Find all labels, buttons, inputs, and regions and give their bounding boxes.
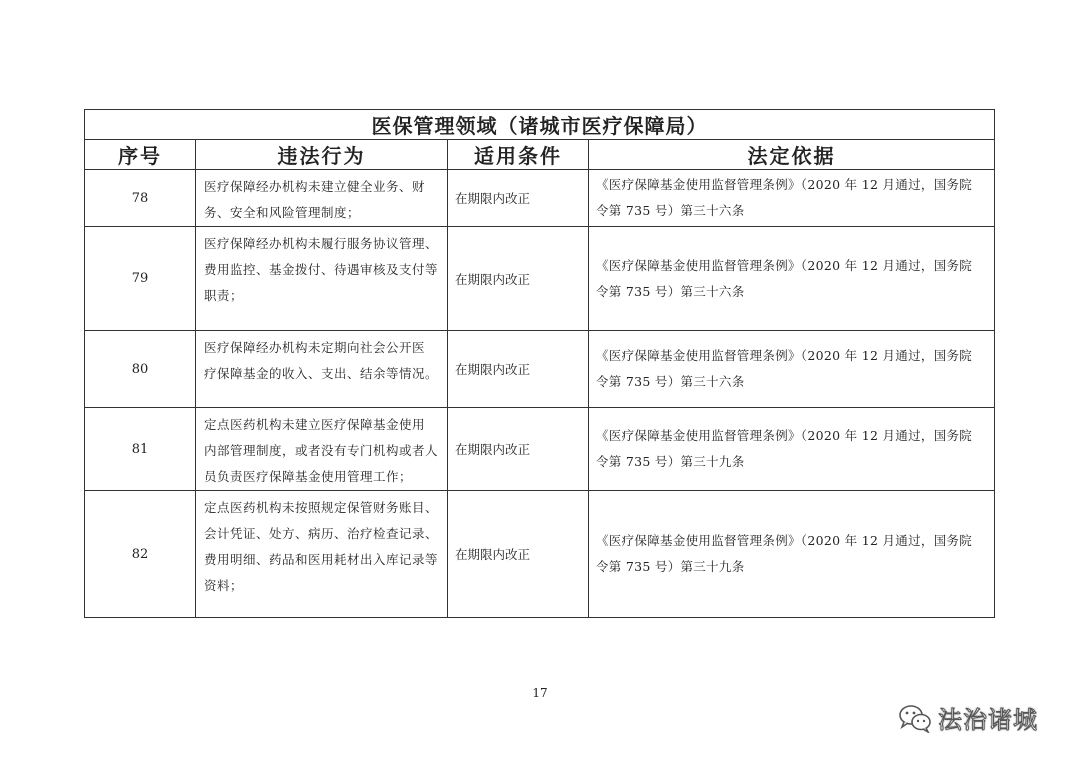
violation-line: 资料； [204, 578, 244, 593]
table-row [85, 227, 995, 331]
row-number: 80 [85, 331, 196, 408]
violation-line: 疗保障基金的收入、支出、结余等情况。 [204, 366, 439, 381]
violation-cell [196, 170, 448, 227]
basis-line: 《医疗保障基金使用监督管理条例》（2020 年 12 月通过，国务院 [596, 177, 973, 192]
row-number: 82 [85, 491, 196, 618]
header-violation: 违法行为 [196, 140, 448, 170]
row-number: 79 [85, 227, 196, 331]
violation-line: 费用监控、基金拨付、待遇审核及支付等 [204, 262, 439, 277]
violation-cell [196, 408, 448, 491]
violation-line: 员负责医疗保障基金使用管理工作； [204, 469, 413, 484]
basis-cell [589, 227, 995, 331]
violation-cell [196, 491, 448, 618]
violation-line: 职责； [204, 288, 244, 303]
violation-line: 医疗保障经办机构未建立健全业务、财 [204, 179, 426, 194]
basis-line: 令第 735 号）第三十六条 [596, 203, 745, 218]
violation-cell [196, 331, 448, 408]
violation-line: 费用明细、药品和医用耗材出入库记录等 [204, 552, 439, 567]
basis-line: 《医疗保障基金使用监督管理条例》（2020 年 12 月通过，国务院 [596, 533, 973, 548]
violation-line: 内部管理制度，或者没有专门机构或者人 [204, 443, 439, 458]
violation-line: 务、安全和风险管理制度； [204, 205, 361, 220]
table-title: 医保管理领域（诸城市医疗保障局） [85, 110, 995, 140]
basis-line: 令第 735 号）第三十九条 [596, 559, 745, 574]
basis-line: 《医疗保障基金使用监督管理条例》（2020 年 12 月通过，国务院 [596, 257, 973, 273]
basis-line: 令第 735 号）第三十六条 [596, 283, 745, 299]
header-legal-basis: 法定依据 [589, 140, 995, 170]
table-row [85, 408, 995, 491]
violation-table-container [84, 109, 994, 618]
header-condition: 适用条件 [448, 140, 589, 170]
watermark-text: 法治诸城 [938, 706, 1038, 734]
violation-line: 会计凭证、处方、病历、治疗检查记录、 [204, 526, 439, 541]
table-row [85, 331, 995, 408]
condition-cell: 在期限内改正 [448, 491, 589, 618]
wechat-chat-icon [898, 703, 932, 733]
violation-line: 定点医药机构未建立医疗保障基金使用 [204, 417, 426, 432]
condition-cell: 在期限内改正 [448, 408, 589, 491]
row-number: 78 [85, 170, 196, 227]
basis-line: 令第 735 号）第三十九条 [596, 454, 745, 469]
violation-line: 医疗保障经办机构未定期向社会公开医 [204, 340, 426, 355]
basis-line: 《医疗保障基金使用监督管理条例》（2020 年 12 月通过，国务院 [596, 428, 973, 443]
condition-cell: 在期限内改正 [448, 170, 589, 227]
basis-cell [589, 170, 995, 227]
basis-line: 令第 735 号）第三十六条 [596, 374, 745, 389]
violation-line: 医疗保障经办机构未履行服务协议管理、 [204, 236, 439, 251]
row-number: 81 [85, 408, 196, 491]
header-serial: 序号 [85, 140, 196, 170]
violation-table [84, 109, 995, 618]
page-number: 17 [532, 686, 548, 700]
violation-cell [196, 227, 448, 331]
violation-line: 定点医药机构未按照规定保管财务账目、 [204, 500, 439, 515]
basis-line: 《医疗保障基金使用监督管理条例》（2020 年 12 月通过，国务院 [596, 348, 973, 363]
watermark [898, 700, 1038, 735]
basis-cell [589, 331, 995, 408]
condition-cell: 在期限内改正 [448, 227, 589, 331]
table-row [85, 170, 995, 227]
basis-cell [589, 408, 995, 491]
basis-cell [589, 491, 995, 618]
table-row [85, 491, 995, 618]
condition-cell: 在期限内改正 [448, 331, 589, 408]
